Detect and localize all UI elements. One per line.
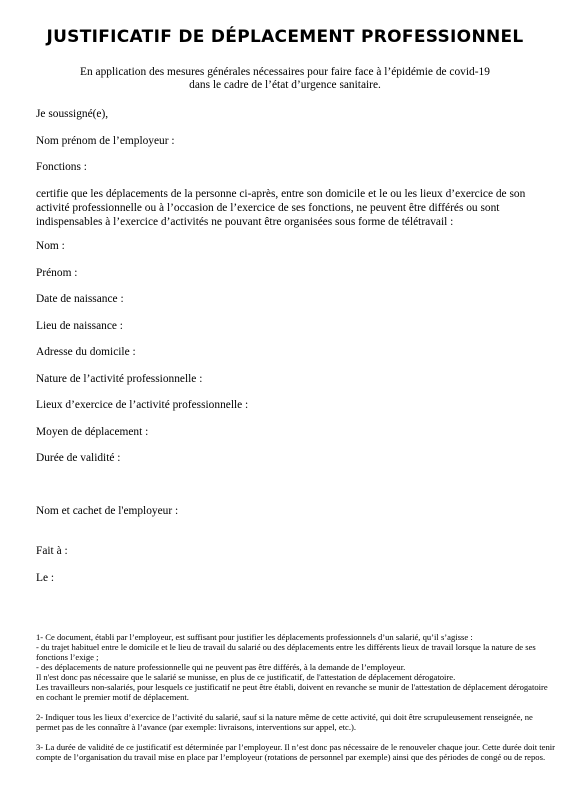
document-subtitle — [40, 66, 530, 92]
note-3: 3- La durée de validité de ce justificatif est déterminée par l’employeur. Il n’est donc pas nécessaire de le renouveler chaque jour. Cette durée doit tenir compte de l’organisation du travail mise en place par l’employeur (rotations de personnel par exemple) ainsi que des périodes de congé ou de repos. — [36, 742, 555, 762]
made-at-label: Fait à : — [36, 545, 68, 557]
field-lieu-naissance: Lieu de naissance : — [36, 320, 123, 332]
note-1-line-3: - des déplacements de nature professionnelle qui ne peuvent pas être différés, à la demande de l’employeur. — [36, 662, 406, 672]
note-1-line-5: Les travailleurs non-salariés, pour lesquels ce justificatif ne peut être établi, doivent en revanche se munir de l'attestation de déplacement dérogatoire en cochant le premier motif de déplacement. — [36, 682, 548, 702]
field-moyen-deplacement: Moyen de déplacement : — [36, 426, 149, 438]
note-2: 2- Indiquer tous les lieux d’exercice de l’activité du salarié, sauf si la nature même de cette activité, qui doit être scrupuleusement renseignée, ne permet pas de les connaître à l’avance (par exemple: livraisons, interventions sur appel, etc.). — [36, 712, 533, 732]
field-nature-activite: Nature de l’activité professionnelle : — [36, 373, 203, 385]
field-lieux-exercice: Lieux d’exercice de l’activité professionnelle : — [36, 399, 249, 411]
field-adresse: Adresse du domicile : — [36, 346, 136, 358]
note-1-line-2: - du trajet habituel entre le domicile et le lieu de travail du salarié ou des déplacements entre les différents lieux de travail lorsque la nature de ses fonctions l’exige ; — [36, 642, 536, 662]
document-title: JUSTIFICATIF DE DÉPLACEMENT PROFESSIONNEL — [46, 27, 524, 47]
field-date-naissance: Date de naissance : — [36, 293, 124, 305]
undersigned-label: Je soussigné(e), — [36, 108, 109, 120]
footnotes — [36, 632, 556, 762]
note-1-line-1: 1- Ce document, établi par l’employeur, est suffisant pour justifier les déplacements professionnels d’un salarié, qu’il s’agisse : — [36, 632, 473, 642]
subtitle-line-1: En application des mesures générales nécessaires pour faire face à l’épidémie de covid-19 — [80, 66, 490, 78]
note-spacer — [36, 732, 556, 742]
note-spacer — [36, 702, 556, 712]
field-prenom: Prénom : — [36, 267, 78, 279]
field-nom: Nom : — [36, 240, 65, 252]
employer-stamp-label: Nom et cachet de l'employeur : — [36, 505, 179, 517]
date-label: Le : — [36, 572, 55, 584]
employer-name-label: Nom prénom de l’employeur : — [36, 135, 175, 147]
certification-paragraph: certifie que les déplacements de la personne ci-après, entre son domicile et le ou les lieux d’exercice de son activité professionnelle ou à l’occasion de l’exercice de ses fonctions, ne peuvent être différés ou sont indispensables à l’exercice d’activités ne pouvant être organisées sous forme de télétravail : — [36, 188, 526, 228]
field-duree-validite: Durée de validité : — [36, 452, 121, 464]
subtitle-line-2: dans le cadre de l’état d’urgence sanitaire. — [189, 79, 381, 91]
functions-label: Fonctions : — [36, 161, 87, 173]
note-1-line-4: Il n'est donc pas nécessaire que le salarié se munisse, en plus de ce justificatif, de l'attestation de déplacement dérogatoire. — [36, 672, 456, 682]
